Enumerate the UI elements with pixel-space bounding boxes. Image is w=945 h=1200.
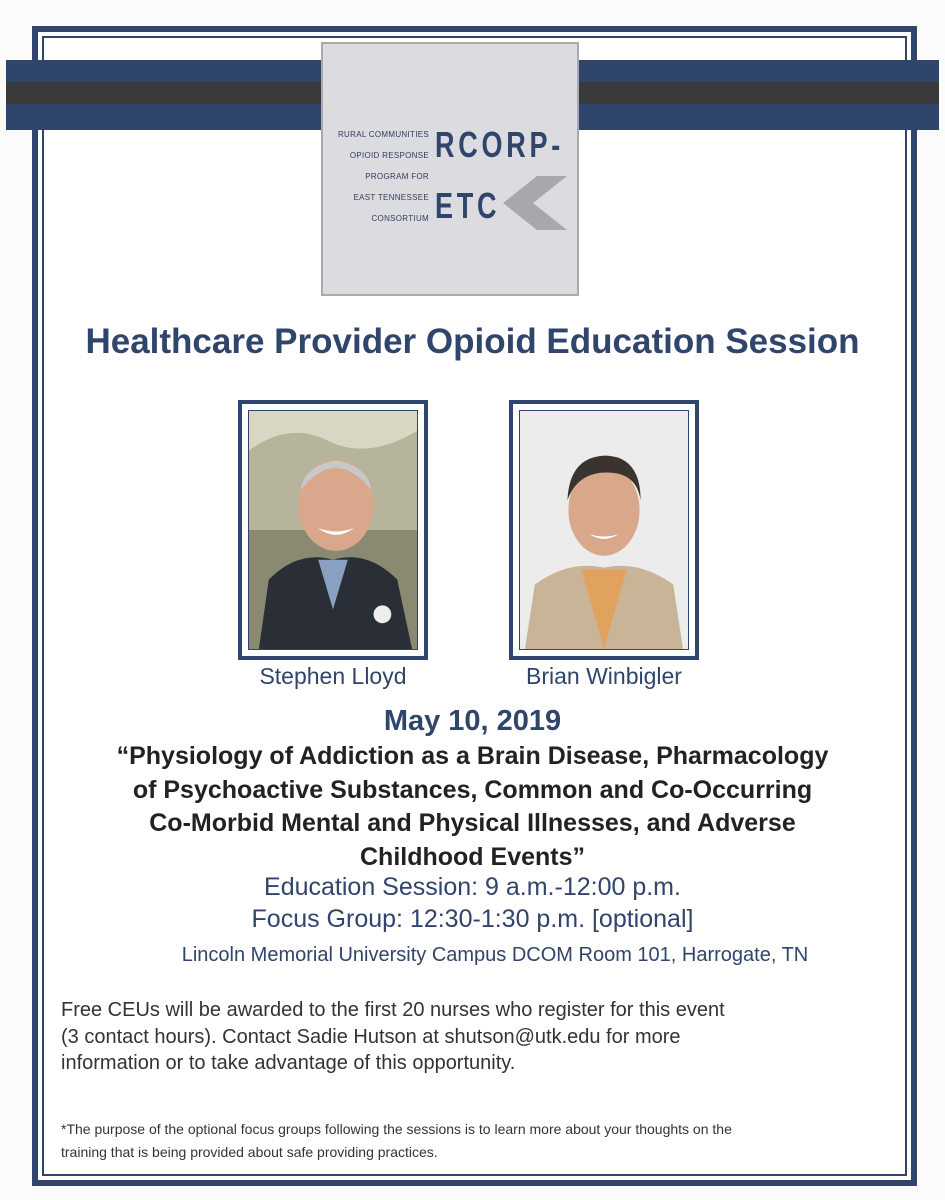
speaker-name: Brian Winbigler <box>526 663 682 689</box>
talk-title-line: Childhood Events” <box>360 842 585 871</box>
talk-title-line: Co-Morbid Mental and Physical Illnesses, and Adverse <box>149 809 796 837</box>
logo-line: EAST TENNESSEE <box>353 193 429 202</box>
ceu-line: Free CEUs will be awarded to the first 20 nurses who register for this event <box>61 999 725 1021</box>
speaker-portrait-right <box>520 411 688 649</box>
rcorp-etc-logo <box>321 42 579 296</box>
talk-title-line: “Physiology of Addiction as a Brain Disease, Pharmacology <box>116 742 829 770</box>
talk-title <box>60 740 885 874</box>
footnote-line: training that is being provided about safe providing practices. <box>61 1144 438 1160</box>
logo-line: RURAL COMMUNITIES <box>337 130 429 139</box>
logo-line: CONSORTIUM <box>371 214 429 223</box>
page-title: Healthcare Provider Opioid Education Session <box>85 322 860 361</box>
speaker-portrait-left <box>249 411 417 649</box>
logo-word-rcorp: RCORP- <box>435 124 564 165</box>
focus-group-time: Focus Group: 12:30-1:30 p.m. [optional] <box>251 905 694 933</box>
education-session-time: Education Session: 9 a.m.-12:00 p.m. <box>264 873 681 901</box>
talk-title-line: of Psychoactive Substances, Common and Co-Occurring <box>132 775 813 804</box>
logo-word-etc: ETC <box>435 185 501 226</box>
speaker-photo-stephen-lloyd <box>238 400 428 660</box>
logo-program-text <box>329 124 429 229</box>
logo-line: PROGRAM FOR <box>365 172 429 181</box>
ceu-line: (3 contact hours). Contact Sadie Hutson at shutson@utk.edu for more <box>61 1025 681 1048</box>
event-location: Lincoln Memorial University Campus DCOM Room 101, Harrogate, TN <box>181 944 809 966</box>
ceu-line: information or to take advantage of this opportunity. <box>61 1052 516 1074</box>
footnote <box>61 1118 911 1164</box>
logo-line: OPIOID RESPONSE <box>349 151 429 160</box>
footnote-line: *The purpose of the optional focus groups following the sessions is to learn more about your thoughts on the <box>61 1121 732 1137</box>
chevron-left-icon <box>503 176 567 230</box>
speaker-photo-brian-winbigler <box>509 400 699 660</box>
speaker-name: Stephen Lloyd <box>259 663 407 689</box>
ceu-info <box>61 997 891 1077</box>
event-date: May 10, 2019 <box>383 705 562 737</box>
